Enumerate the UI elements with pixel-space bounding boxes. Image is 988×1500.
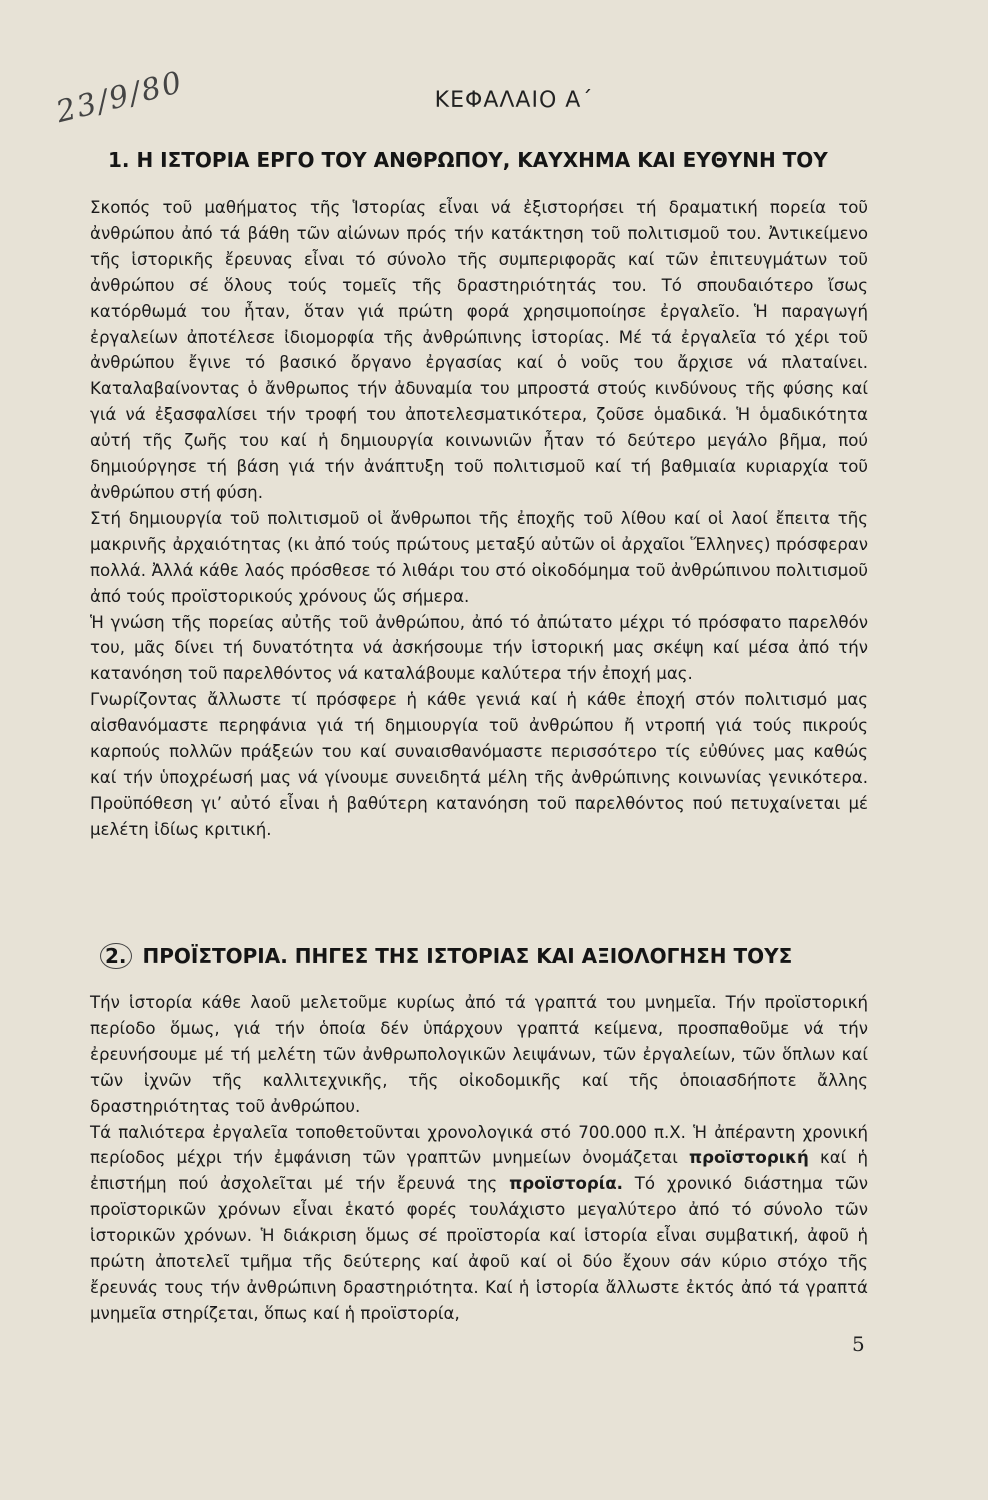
section-1-title: Η ΙΣΤΟΡΙΑ ΕΡΓΟ ΤΟΥ ΑΝΘΡΩΠΟΥ, ΚΑΥΧΗΜΑ ΚΑΙ ΕΥΘΥΝΗ ΤΟΥ (136, 148, 828, 172)
chapter-title: ΚΕΦΑΛΑΙΟ Α΄ (434, 88, 594, 113)
paragraph (90, 1120, 868, 1327)
section-2-heading (100, 943, 792, 969)
paragraph: Σκοπός τοῦ μαθήματος τῆς Ἱστορίας εἶναι νά ἐξιστορήσει τή δραματική πορεία τοῦ ἀνθρώπου ἀπό τά βάθη τῶν αἰώνων πρός τήν κατάκτηση τοῦ πολιτισμοῦ του. Ἀντικείμενο τῆς ἱστορικῆς ἔρευνας εἶναι τό σύνολο τῆς συμπεριφορᾶς καί τῶν ἐπιτευγμάτων τοῦ ἀνθρώπου σέ ὅλους τούς τομεῖς τῆς δραστηριότητάς του. Τό σπουδαιότερο ἴσως κατόρθωμά του ἦταν, ὅταν γιά πρώτη φορά χρησιμοποίησε ἐργαλεῖο. Ἡ παραγωγή ἐργαλείων ἀποτέλεσε ἰδιομορφία τῆς ἀνθρώπινης ἱστορίας. Μέ τά ἐργαλεῖα τό χέρι τοῦ ἀνθρώπου ἔγινε τό βασικό ὄργανο ἐργασίας καί ὁ νοῦς του ἄρχισε νά πλαταίνει. Καταλαβαίνοντας ὁ ἄνθρωπος τήν ἀδυναμία του μπροστά στούς κινδύνους τῆς φύσης καί γιά νά ἐξασφαλίσει τήν τροφή του ἀποτελεσματικότερα, ζοῦσε ὁμαδικά. Ἡ ὁμαδικότητα αὐτή τῆς ζωῆς του καί ἡ δημιουργία κοινωνιῶν ἦταν τό δεύτερο μεγάλο βῆμα, πού δημιούργησε τή βάση γιά τήν ἀνάπτυξη τοῦ πολιτισμοῦ καί τή βαθμιαία κυριαρχία τοῦ ἀνθρώπου στή φύση. (90, 198, 868, 502)
section-2-title: ΠΡΟΪΣΤΟΡΙΑ. ΠΗΓΕΣ ΤΗΣ ΙΣΤΟΡΙΑΣ ΚΑΙ ΑΞΙΟΛΟΓΗΣΗ ΤΟΥΣ (142, 944, 793, 968)
section-2-body (90, 990, 868, 1327)
page-number: 5 (852, 1332, 865, 1356)
section-2-number: 2. (100, 943, 132, 969)
text-run: Τό χρονικό διάστημα τῶν προϊστορικῶν χρόνων εἶναι ἑκατό φορές τουλάχιστο μεγαλύτερο ἀπό τό σύνολο τῶν ἱστορικῶν χρόνων. Ἡ διάκριση ὅμως σέ προϊστορία καί ἱστορία εἶναι συμβατική, ἀφοῦ ἡ πρώτη ἀποτελεῖ τμῆμα τῆς δεύτερης καί ἀφοῦ καί οἱ δύο ἔχουν σάν κύριο στόχο τῆς ἔρευνάς τους τήν ἀνθρώπινη δραστηριότητα. Καί ἡ ἱστορία ἄλλωστε ἐκτός ἀπό τά γραπτά μνημεῖα στηρίζεται, ὅπως καί ἡ προϊστορία, (90, 1174, 868, 1323)
term-prehistory: προϊστορία. (509, 1174, 623, 1194)
handwritten-date-note: 23/9/80 (52, 64, 187, 131)
section-1-heading (108, 148, 828, 172)
section-1-number: 1. (108, 148, 130, 172)
paragraph: Ἡ γνώση τῆς πορείας αὐτῆς τοῦ ἀνθρώπου, ἀπό τό ἀπώτατο μέχρι τό πρόσφατο παρελθόν του, μᾶς δίνει τή δυνατότητα νά ἀσκήσουμε τήν ἱστορική μας σκέψη καί μέσα ἀπό τήν κατανόηση τοῦ παρελθόντος νά καταλάβουμε καλύτερα τήν ἐποχή μας. (90, 612, 868, 684)
text-run: καί ἡ ἐπιστήμη πού ἀσχολεῖται μέ τήν ἔρευνά της (90, 1148, 868, 1194)
paragraph: Στή δημιουργία τοῦ πολιτισμοῦ οἱ ἄνθρωποι τῆς ἐποχῆς τοῦ λίθου καί οἱ λαοί ἔπειτα τῆς μακρινῆς ἀρχαιότητας (κι ἀπό τούς πρώτους μεταξύ αὐτῶν οἱ ἀρχαῖοι Ἕλληνες) πρόσφεραν πολλά. Ἀλλά κάθε λαός πρόσθεσε τό λιθάρι του στό οἰκοδόμημα τοῦ ἀνθρώπινου πολιτισμοῦ ἀπό τούς προϊστορικούς χρόνους ὥς σήμερα. (90, 508, 868, 606)
paragraph: Γνωρίζοντας ἄλλωστε τί πρόσφερε ἡ κάθε γενιά καί ἡ κάθε ἐποχή στόν πολιτισμό μας αἰσθανόμαστε περηφάνια γιά τή δημιουργία τοῦ ἀνθρώπου ἤ ντροπή γιά τούς πικρούς καρπούς πολλῶν πράξεών του καί συναισθανόμαστε περισσότερο τίς εὐθύνες μας καθώς καί τήν ὑποχρέωσή μας νά γίνουμε συνειδητά μέλη τῆς ἀνθρώπινης κοινωνίας γενικότερα. Προϋπόθεση γι’ αὐτό εἶναι ἡ βαθύτερη κατανόηση τοῦ παρελθόντος πού πετυχαίνεται μέ μελέτη ἰδίως κριτική. (90, 690, 868, 839)
term-prehistoric: προϊστορική (689, 1148, 809, 1168)
section-1-body (90, 195, 868, 843)
text-run: Τά παλιότερα ἐργαλεῖα τοποθετοῦνται χρονολογικά στό 700.000 π.Χ. Ἡ ἀπέραντη χρονική περίοδος μέχρι τήν ἐμφάνιση τῶν γραπτῶν μνημείων ὀνομάζεται (90, 1122, 868, 1168)
paragraph: Τήν ἱστορία κάθε λαοῦ μελετοῦμε κυρίως ἀπό τά γραπτά του μνημεῖα. Τήν προϊστορική περίοδο ὅμως, γιά τήν ὁποία δέν ὑπάρχουν γραπτά κείμενα, προσπαθοῦμε νά τήν ἐρευνήσουμε μέ τή μελέτη τῶν ἀνθρωπολογικῶν λειψάνων, τῶν ἐργαλείων, τῶν ὅπλων καί τῶν ἰχνῶν τῆς καλλιτεχνικῆς, τῆς οἰκοδομικῆς καί τῆς ὁποιασδήποτε ἄλλης δραστηριότητας τοῦ ἀνθρώπου. (90, 993, 868, 1116)
